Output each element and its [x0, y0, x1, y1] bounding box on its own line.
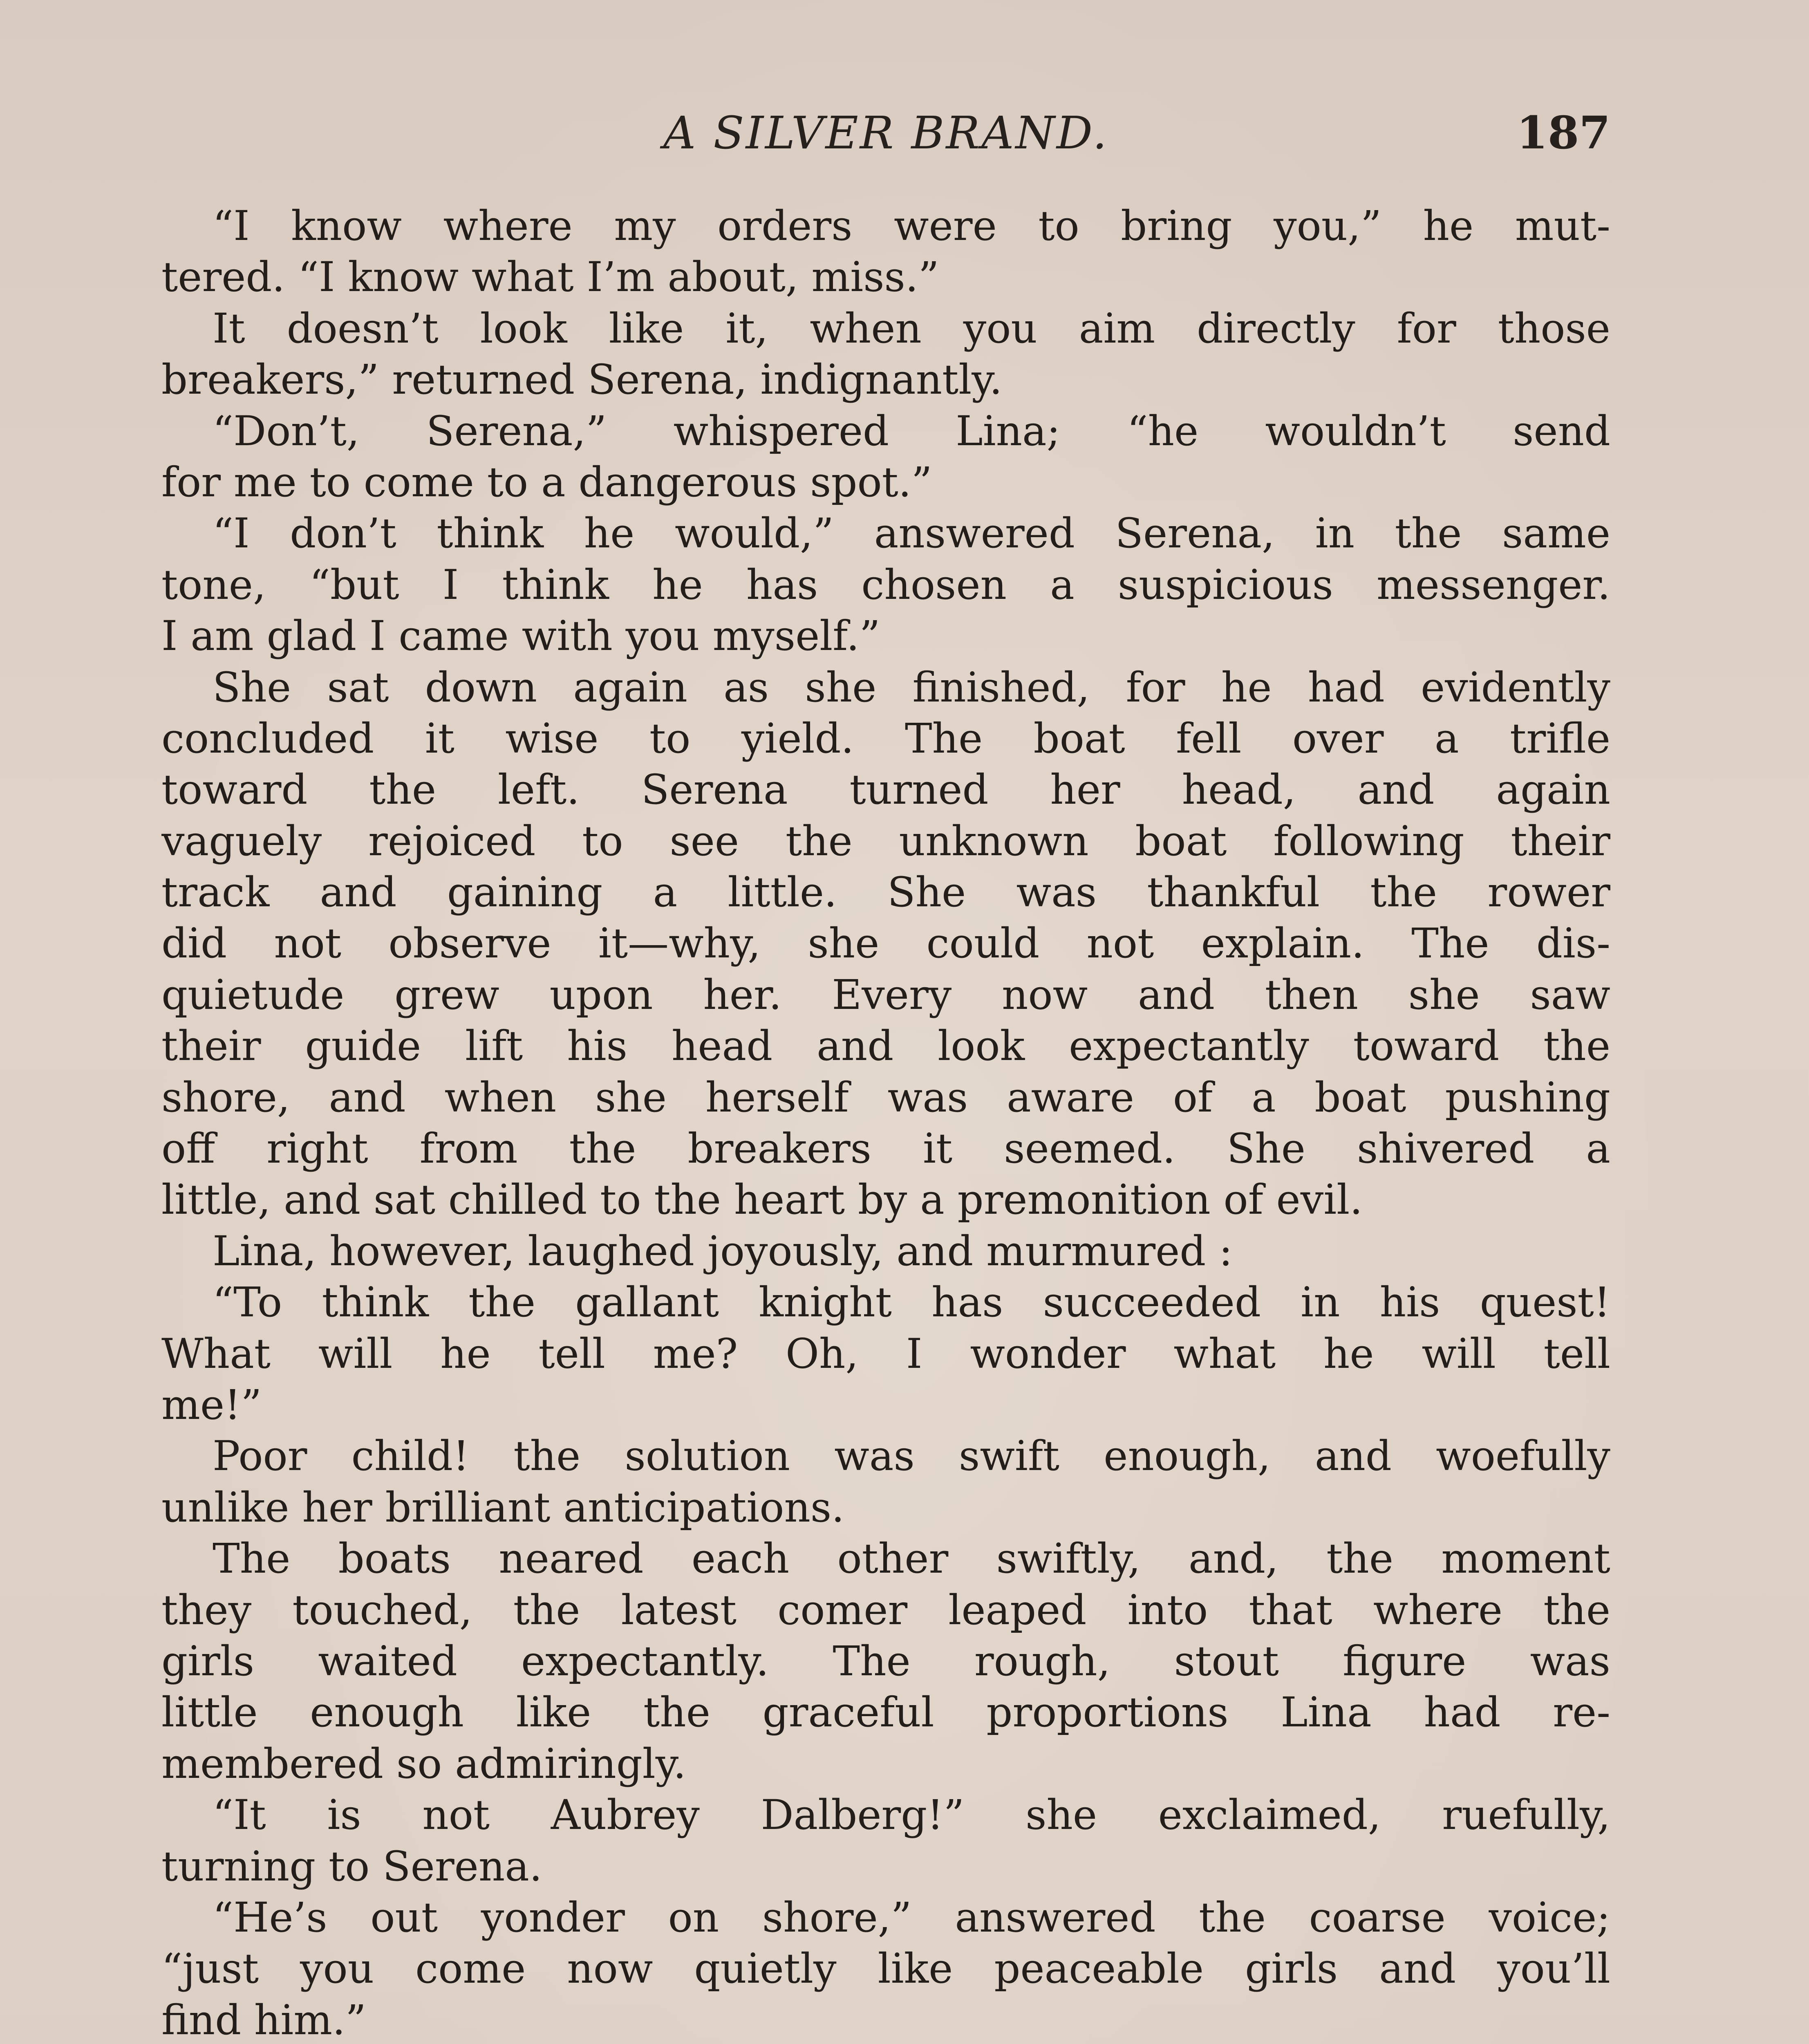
- text-line: shore, and when she herself was aware of a boat pushing: [161, 1073, 1610, 1121]
- text-line: It doesn’t look like it, when you aim directly for those: [213, 304, 1610, 352]
- text-line: vaguely rejoiced to see the unknown boat following their: [161, 817, 1610, 865]
- text-line: “I know where my orders were to bring you,” he mut-: [213, 202, 1610, 250]
- text-line: membered so admiringly.: [161, 1739, 686, 1788]
- text-line: track and gaining a little. She was thankful the rower: [161, 868, 1610, 917]
- text-line: me!”: [161, 1381, 262, 1429]
- text-line: Lina, however, laughed joyously, and murmured :: [213, 1227, 1233, 1275]
- text-line: quietude grew upon her. Every now and then she saw: [161, 970, 1610, 1019]
- text-line: for me to come to a dangerous spot.”: [161, 458, 932, 506]
- page-number: 187: [1516, 106, 1610, 159]
- text-line: “He’s out yonder on shore,” answered the coarse voice;: [213, 1893, 1610, 1941]
- text-line: concluded it wise to yield. The boat fell over a trifle: [161, 714, 1610, 762]
- running-title: A SILVER BRAND.: [663, 107, 1109, 159]
- text-line: I am glad I came with you myself.”: [161, 612, 880, 660]
- text-line: breakers,” returned Serena, indignantly.: [161, 356, 1003, 404]
- text-line: girls waited expectantly. The rough, stout figure was: [161, 1637, 1610, 1685]
- body-text: [161, 200, 1610, 2044]
- running-head: [161, 102, 1610, 164]
- text-line: little enough like the graceful proportions Lina had re-: [161, 1688, 1610, 1737]
- text-line: find him.”: [161, 1996, 367, 2044]
- text-line: “just you come now quietly like peaceable girls and you’ll: [161, 1945, 1610, 1993]
- text-line: “Don’t, Serena,” whispered Lina; “he wouldn’t send: [213, 407, 1610, 455]
- text-line: their guide lift his head and look expectantly toward the: [161, 1022, 1610, 1070]
- text-line: “I don’t think he would,” answered Serena, in the same: [213, 509, 1610, 558]
- text-line: little, and sat chilled to the heart by a premonition of evil.: [161, 1176, 1363, 1224]
- text-line: toward the left. Serena turned her head, and again: [161, 766, 1610, 814]
- text-line: tone, “but I think he has chosen a suspicious messenger.: [161, 560, 1610, 609]
- text-line: tered. “I know what I’m about, miss.”: [161, 253, 939, 301]
- text-line: The boats neared each other swiftly, and, the moment: [213, 1535, 1610, 1583]
- text-line: they touched, the latest comer leaped into that where the: [161, 1586, 1610, 1634]
- text-line: What will he tell me? Oh, I wonder what he will tell: [161, 1329, 1610, 1378]
- text-line: unlike her brilliant anticipations.: [161, 1483, 844, 1531]
- text-line: turning to Serena.: [161, 1842, 542, 1890]
- text-line: did not observe it—why, she could not explain. The dis-: [161, 919, 1610, 968]
- text-line: “To think the gallant knight has succeeded in his quest!: [213, 1278, 1610, 1327]
- text-line: off right from the breakers it seemed. She shivered a: [161, 1125, 1610, 1173]
- text-line: Poor child! the solution was swift enough, and woefully: [213, 1432, 1610, 1480]
- text-line: She sat down again as she finished, for he had evidently: [213, 663, 1610, 711]
- text-line: “It is not Aubrey Dalberg!” she exclaimed, ruefully,: [213, 1791, 1610, 1839]
